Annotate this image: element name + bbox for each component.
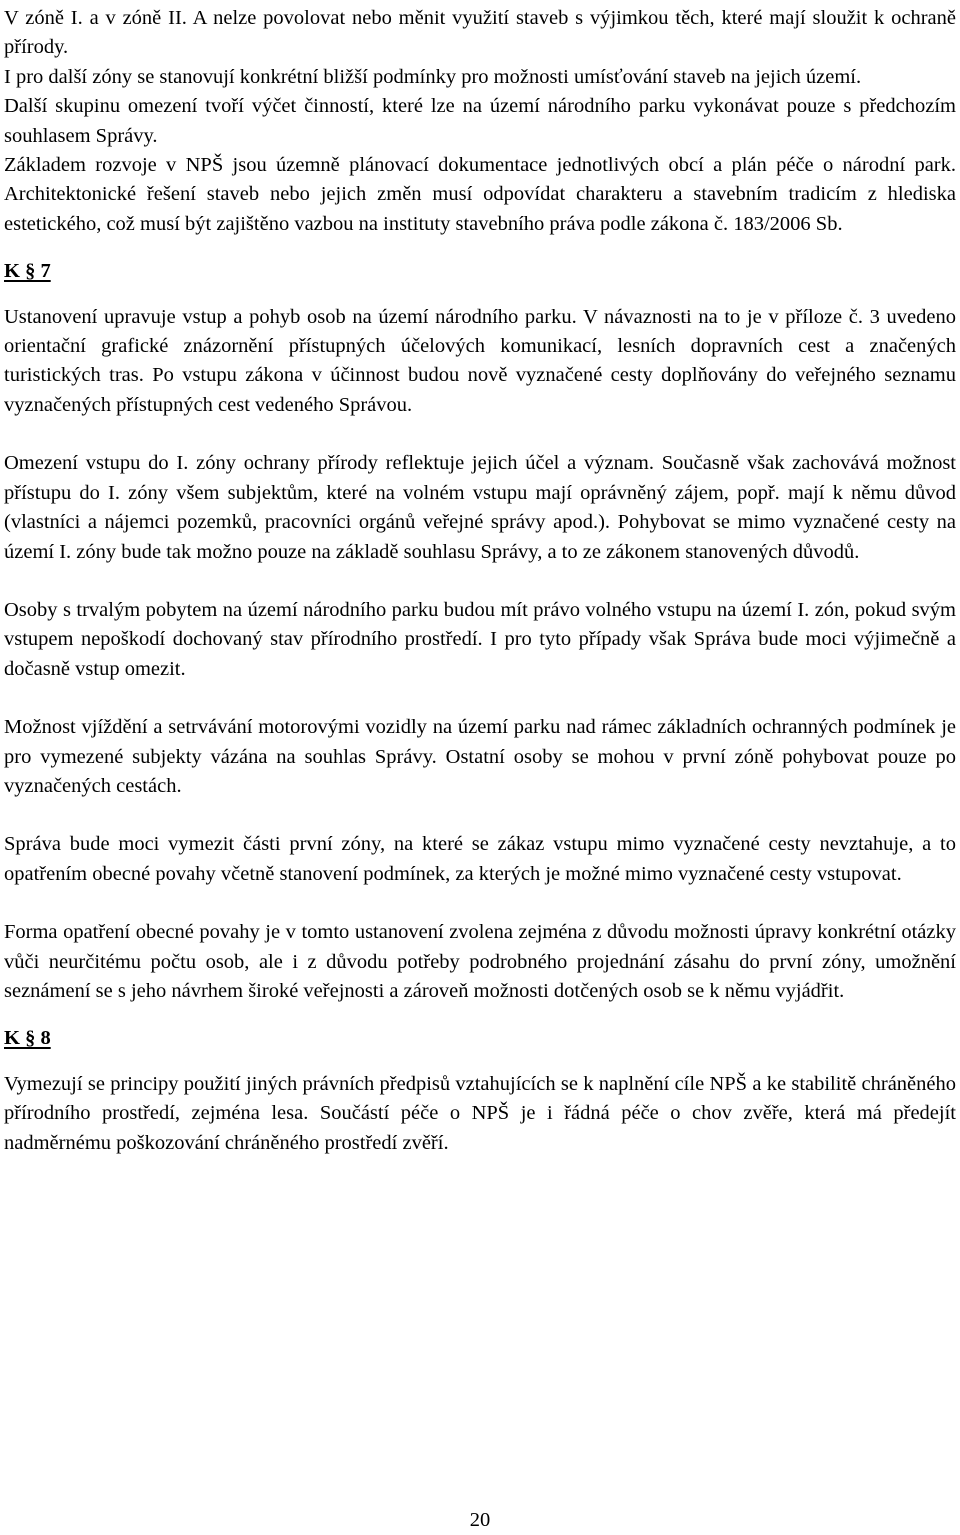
page-number: 20	[469, 1509, 491, 1531]
section-heading-8: K § 8	[4, 1027, 51, 1050]
paragraph-s7-residents: Osoby s trvalým pobytem na území národního parku budou mít právo volného vstupu na území I. zón, pokud svým vstupem nepoškodí dochovaný stav přírodního prostředí. I pro tyto případy však Správa bude moci výjimečně a dočasně vstup omezit.	[4, 598, 956, 680]
paragraph-activities-consent: Další skupinu omezení tvoří výčet činností, které lze na území národního parku vykonávat pouze s předchozím souhlasem Správy.	[4, 95, 956, 147]
paragraph-s7-zone-one-access: Omezení vstupu do I. zóny ochrany přírody reflektuje jejich účel a význam. Současně však zachovává možnost přístupu do I. zóny všem subjektům, které na volném vstupu mají oprávněný zájem, popř. mají k němu důvod (vlastníci a nájemci pozemků, pracovníci orgánů veřejné správy apod.). Pohybovat se mimo vyznačené cesty na území I. zóny bude tak možno pouze na základě souhlasu Správy, a to ze zákonem stanovených důvodů.	[4, 452, 956, 563]
paragraph-s7-vehicles: Možnost vjíždění a setrvávání motorovými vozidly na území parku nad rámec základních ochranných podmínek je pro vymezené subjekty vázána na souhlas Správy. Ostatní osoby se mohou v první zóně pohybovat pouze po vyznačených cestách.	[4, 716, 956, 797]
paragraph-zone-restrictions: V zóně I. a v zóně II. A nelze povolovat nebo měnit využití staveb s výjimkou těch, které mají sloužit k ochraně přírody.	[4, 7, 956, 59]
paragraph-s7-general-measure: Forma opatření obecné povahy je v tomto ustanovení zvolena zejména z důvodu možnosti úpravy konkrétní otázky vůči neurčitému počtu osob, ale i z důvodu potřeby podrobného projednání zásahu do první zóny, umožnění seznámení se s jeho návrhem široké veřejnosti a zároveň možnosti dotčených osob se k němu vyjádřit.	[4, 921, 956, 1002]
paragraph-other-zones: I pro další zóny se stanovují konkrétní bližší podmínky pro možnosti umísťování staveb na jejich území.	[4, 65, 862, 88]
paragraph-s7-entry-movement: Ustanovení upravuje vstup a pohyb osob na území národního parku. V návaznosti na to je v příloze č. 3 uvedeno orientační grafické znázornění přístupných účelových komunikací, lesních dopravních cest a značených turistických tras. Po vstupu zákona v účinnost budou nově vyznačené cesty doplňovány do veřejného seznamu vyznačených přístupných cest vedeného Správou.	[4, 305, 956, 416]
paragraph-development-basis: Základem rozvoje v NPŠ jsou územně plánovací dokumentace jednotlivých obcí a plán péče o národní park. Architektonické řešení staveb nebo jejich změn musí odpovídat charakteru a stavebním tradicím z hlediska estetického, což musí být zajištěno vazbou na instituty stavebního práva podle zákona č. 183/2006 Sb.	[4, 154, 956, 235]
paragraph-s8-principles: Vymezují se principy použití jiných právních předpisů vztahujících se k naplnění cíle NPŠ a ke stabilitě chráněného přírodního prostředí, zejména lesa. Součástí péče o NPŠ je i řádná péče o chov zvěře, která má předejít nadměrnému poškozování chráněného prostředí zvěří.	[4, 1072, 956, 1154]
paragraph-s7-exempt-areas: Správa bude moci vymezit části první zóny, na které se zákaz vstupu mimo vyznačené cesty nevztahuje, a to opatřením obecné povahy včetně stanovení podmínek, za kterých je možné mimo vyznačené cesty vstupovat.	[4, 833, 956, 885]
section-heading-7: K § 7	[4, 260, 51, 283]
